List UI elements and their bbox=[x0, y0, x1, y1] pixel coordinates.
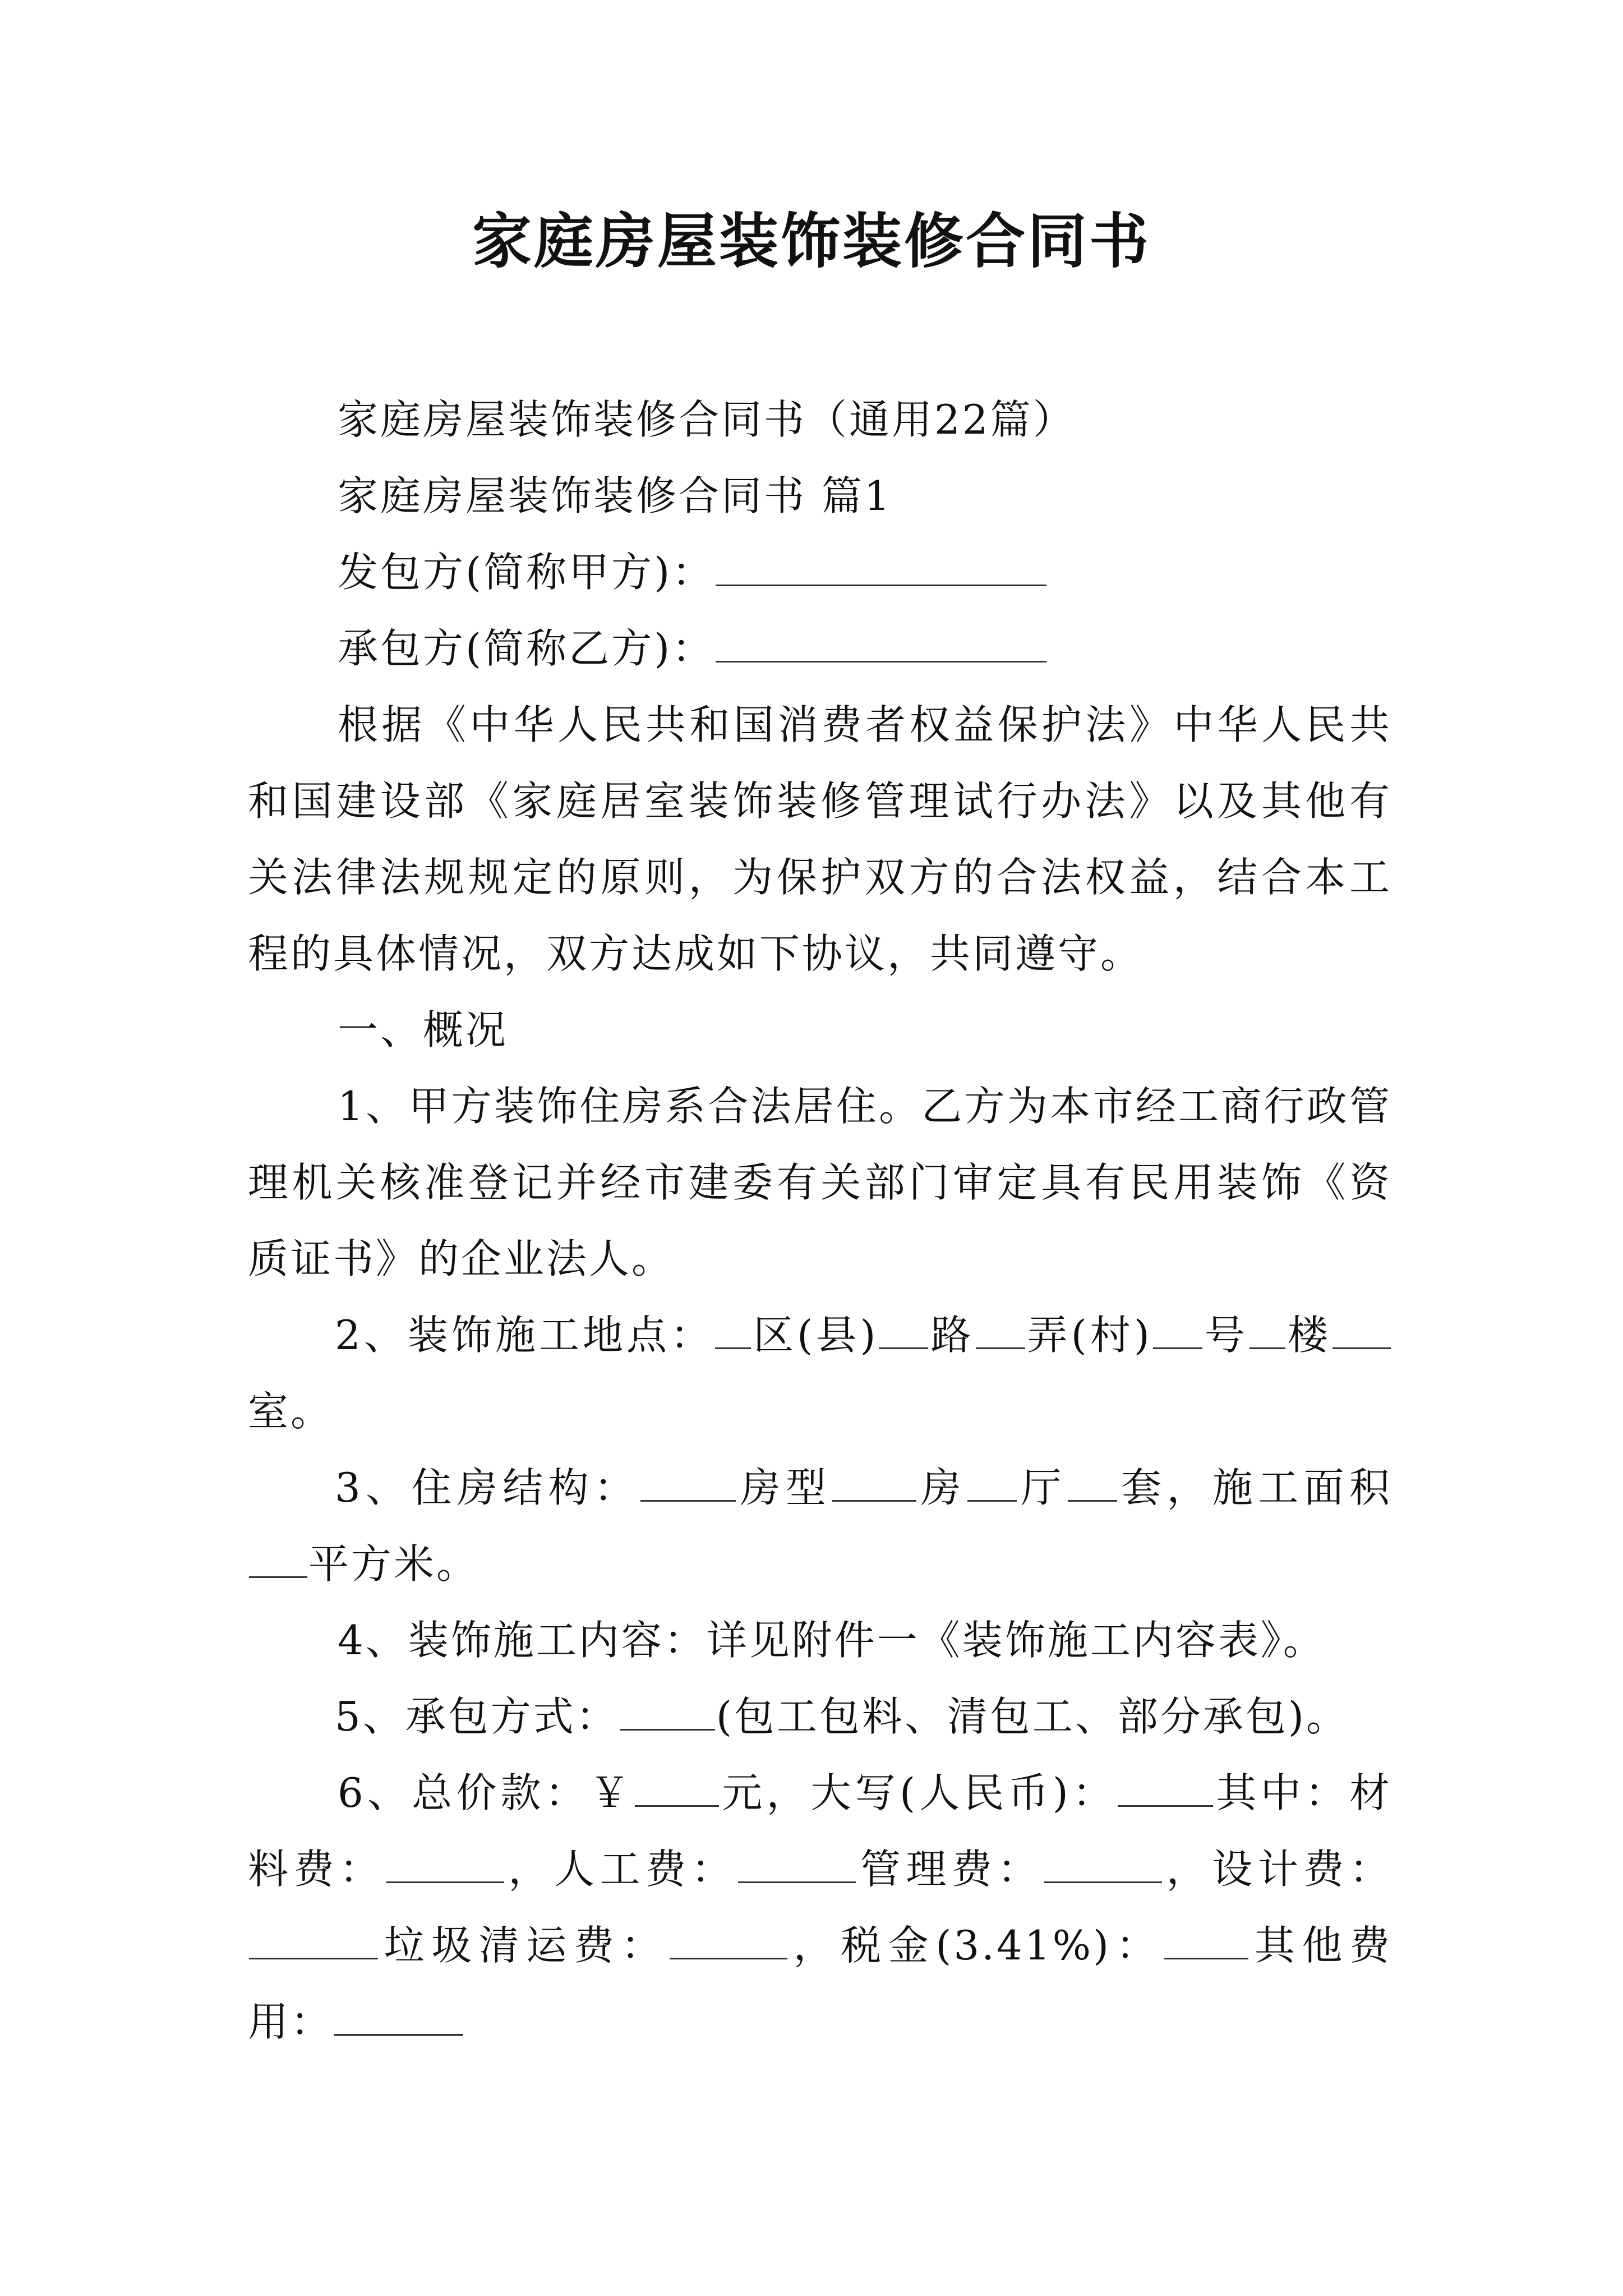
party-a-line bbox=[248, 534, 1392, 610]
item-5 bbox=[248, 1678, 1392, 1755]
item-3-prefix: 3、住房结构： bbox=[335, 1464, 640, 1511]
item-6-yuan: 元，大写(人民币)： bbox=[720, 1769, 1117, 1816]
party-a-label: 发包方(简称甲方)： bbox=[338, 549, 715, 596]
item-2-building: 楼 bbox=[1286, 1312, 1331, 1359]
item-6-tax: ，税金(3.41%)： bbox=[788, 1922, 1164, 1969]
item-2-number: 号 bbox=[1203, 1312, 1248, 1359]
item-6-prefix: 6、总价款：￥ bbox=[338, 1769, 634, 1816]
item-6-material: 其中：材料费： bbox=[248, 1769, 1392, 1893]
other-fee-blank bbox=[334, 1991, 463, 2036]
total-amount-blank bbox=[635, 1763, 719, 1807]
item-3-type: 房型 bbox=[737, 1464, 832, 1511]
intro-paragraph: 根据《中华人民共和国消费者权益保护法》中华人民共和国建设部《家庭居室装饰装修管理试行办法》以及其他有关法律法规规定的原则，为保护双方的合法权益，结合本工程的具体情况，双方达成如下协议，共同遵守。 bbox=[248, 701, 1392, 977]
labor-fee-blank bbox=[738, 1839, 856, 1883]
rooms-blank bbox=[832, 1457, 916, 1502]
overview-heading: 一、概况 bbox=[338, 1006, 509, 1053]
road-blank bbox=[879, 1305, 928, 1349]
contract-type-blank bbox=[620, 1686, 715, 1731]
management-fee-blank bbox=[1044, 1839, 1162, 1883]
item-6-labor: ，人工费： bbox=[505, 1846, 737, 1893]
item-6 bbox=[248, 1755, 1392, 2060]
item-5-options: (包工包料、清包工、部分承包)。 bbox=[716, 1693, 1349, 1740]
item-3-sets: 套，施工面积 bbox=[1118, 1464, 1392, 1511]
type-blank bbox=[640, 1457, 736, 1502]
item-2-road: 路 bbox=[929, 1312, 975, 1359]
party-b-label: 承包方(简称乙方)： bbox=[338, 625, 715, 672]
number-blank bbox=[1153, 1305, 1202, 1349]
item-6-management: 管理费： bbox=[857, 1846, 1044, 1893]
item-2-district: 区(县) bbox=[752, 1312, 878, 1359]
item-2-prefix: 2、装饰施工地点： bbox=[335, 1312, 714, 1359]
sets-blank bbox=[1068, 1457, 1117, 1502]
material-fee-blank bbox=[386, 1839, 504, 1883]
document-title: 家庭房屋装饰装修合同书 bbox=[472, 206, 1151, 276]
document-subtitle: 家庭房屋装饰装修合同书（通用22篇） bbox=[338, 396, 1076, 443]
design-fee-blank bbox=[249, 1915, 378, 1959]
document-body bbox=[248, 381, 1392, 2060]
tax-blank bbox=[1164, 1915, 1248, 1959]
item-2-lane: 弄(村) bbox=[1026, 1312, 1152, 1359]
party-b-line bbox=[248, 610, 1392, 687]
party-b-blank bbox=[716, 618, 1046, 662]
item-3-halls: 厅 bbox=[1018, 1464, 1067, 1511]
area-blank bbox=[249, 1534, 307, 1578]
waste-fee-blank bbox=[670, 1915, 787, 1959]
item-6-design: ，设计费： bbox=[1163, 1846, 1392, 1893]
lane-blank bbox=[976, 1305, 1025, 1349]
amount-words-blank bbox=[1118, 1763, 1213, 1807]
item-6-waste: 垃圾清运费： bbox=[379, 1922, 668, 1969]
item-3 bbox=[248, 1450, 1392, 1602]
item-6-other: 其他费用： bbox=[248, 1922, 1392, 2045]
room-blank bbox=[1332, 1305, 1391, 1349]
district-blank bbox=[715, 1305, 751, 1349]
building-blank bbox=[1249, 1305, 1285, 1349]
item-1: 1、甲方装饰住房系合法居住。乙方为本市经工商行政管理机关核准登记并经市建委有关部门审定具有民用装饰《资质证书》的企业法人。 bbox=[248, 1083, 1392, 1282]
item-2 bbox=[248, 1297, 1392, 1450]
item-3-rooms: 房 bbox=[917, 1464, 967, 1511]
section-heading: 家庭房屋装饰装修合同书 篇1 bbox=[338, 472, 892, 519]
item-3-area: 平方米。 bbox=[308, 1540, 479, 1588]
item-4: 4、装饰施工内容：详见附件一《装饰施工内容表》。 bbox=[338, 1617, 1326, 1664]
item-5-prefix: 5、承包方式： bbox=[335, 1693, 619, 1740]
halls-blank bbox=[967, 1457, 1017, 1502]
party-a-blank bbox=[716, 542, 1046, 586]
item-2-room: 室。 bbox=[248, 1388, 334, 1435]
